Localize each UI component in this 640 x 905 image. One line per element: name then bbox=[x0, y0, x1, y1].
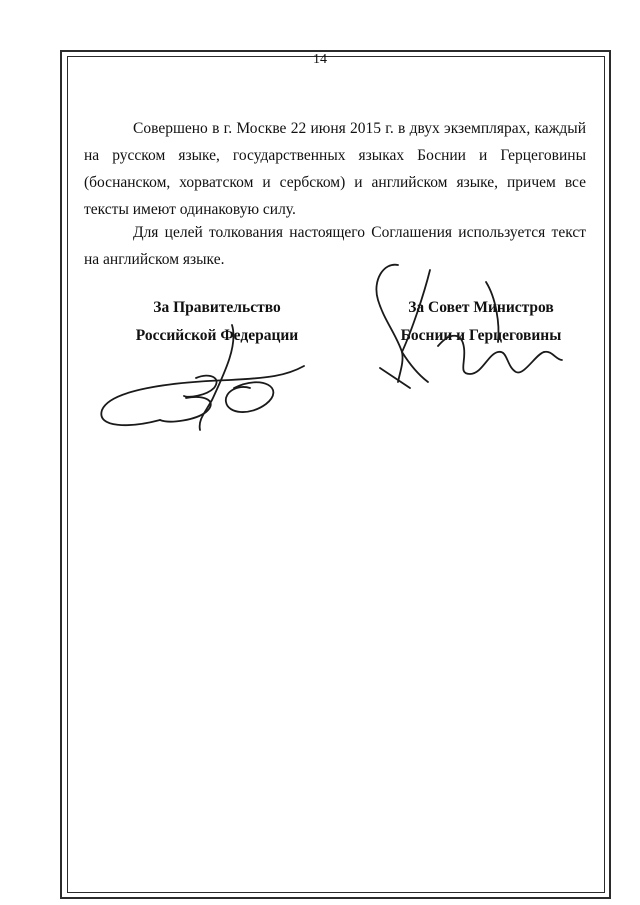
signatory-bih-line1: За Совет Министров bbox=[408, 299, 554, 316]
closing-paragraph: Совершено в г. Москве 22 июня 2015 г. в двух экземплярах, каждый на русском языке, государственных языках Боснии и Герцеговины (боснанском, хорватском и сербском) и английском языке, причем все тексты имеют одинаковую силу. bbox=[84, 120, 586, 218]
signatory-bih bbox=[382, 294, 580, 350]
signatory-bih-line2: Боснии и Герцеговины bbox=[400, 327, 562, 344]
signatory-russia-line1: За Правительство bbox=[153, 299, 281, 316]
page-number: 14 bbox=[313, 52, 327, 67]
interpretation-paragraph: Для целей толкования настоящего Соглашения используется текст на английском языке. bbox=[84, 224, 586, 268]
signatory-russia bbox=[120, 294, 314, 350]
signatory-russia-line2: Российской Федерации bbox=[135, 327, 299, 344]
